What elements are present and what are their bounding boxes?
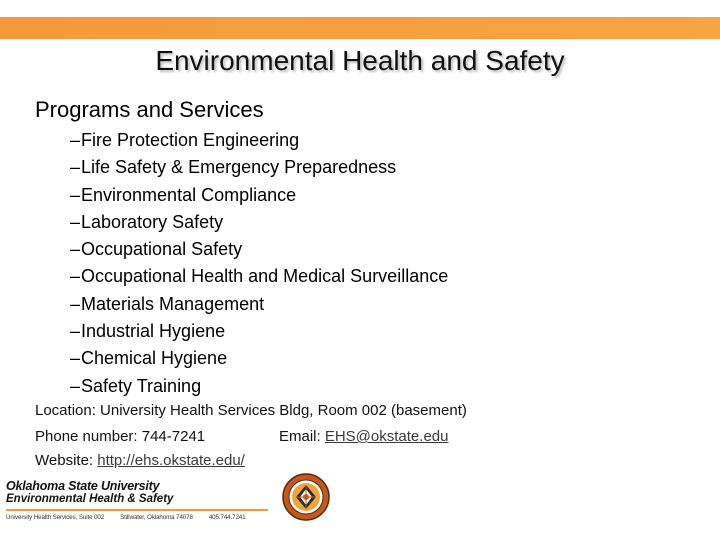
logo-address-city: Stillwater, Oklahoma 74078 (120, 514, 193, 521)
ehs-seal-icon (282, 473, 330, 521)
list-dash: – (70, 375, 81, 396)
list-dash: – (70, 293, 81, 314)
list-item (70, 291, 448, 318)
contact-line (35, 427, 449, 447)
program-label: Fire Protection Engineering (81, 130, 300, 150)
list-dash: – (70, 130, 81, 150)
program-label: Life Safety & Emergency Preparedness (81, 157, 397, 178)
program-list (70, 127, 448, 400)
list-item (70, 209, 448, 236)
list-dash: – (70, 211, 81, 232)
accent-bar (0, 17, 720, 39)
website-link[interactable]: http://ehs.okstate.edu/ (97, 452, 245, 469)
list-item (70, 345, 448, 372)
logo-divider (6, 509, 268, 511)
email-group (279, 427, 448, 447)
program-label: Environmental Compliance (81, 184, 297, 205)
accent-bar-fill (0, 17, 720, 39)
section-heading: Programs and Services (35, 97, 264, 122)
list-dash: – (70, 348, 81, 369)
logo-university-name: Oklahoma State University (6, 479, 160, 493)
email-link[interactable]: EHS@okstate.edu (324, 428, 449, 445)
program-label: Occupational Safety (81, 239, 243, 260)
list-dash: – (70, 157, 81, 178)
logo-address (6, 513, 276, 523)
phone-text: Phone number: 744-7241 (35, 428, 206, 445)
logo-address-phone: 405.744.7241 (208, 514, 246, 521)
email-label: Email: (279, 428, 325, 445)
program-label: Materials Management (81, 293, 265, 314)
logo-department-name: Environmental Health & Safety (6, 493, 174, 505)
list-item (70, 373, 448, 400)
location-text: Location: University Health Services Bldg, Room 002 (basement) (35, 402, 467, 419)
website-label: Website: (35, 452, 98, 469)
list-item (70, 318, 448, 345)
list-item (70, 127, 448, 154)
program-label: Occupational Health and Medical Surveillance (81, 266, 449, 287)
logo-address-building: University Health Services, Suite 002 (6, 514, 105, 521)
list-dash: – (70, 239, 81, 260)
list-item (70, 236, 448, 263)
list-item (70, 263, 448, 290)
osu-ehs-logo (6, 480, 276, 522)
list-dash: – (70, 266, 81, 287)
ehs-seal-graphic (282, 473, 330, 521)
list-dash: – (70, 184, 81, 205)
program-label: Industrial Hygiene (81, 321, 226, 342)
page-title: Environmental Health and Safety (155, 45, 565, 76)
website-line (35, 451, 245, 471)
program-label: Laboratory Safety (81, 211, 224, 232)
list-item (70, 182, 448, 209)
program-label: Chemical Hygiene (81, 348, 228, 369)
list-item (70, 154, 448, 181)
program-label: Safety Training (81, 375, 202, 396)
list-dash: – (70, 321, 81, 342)
